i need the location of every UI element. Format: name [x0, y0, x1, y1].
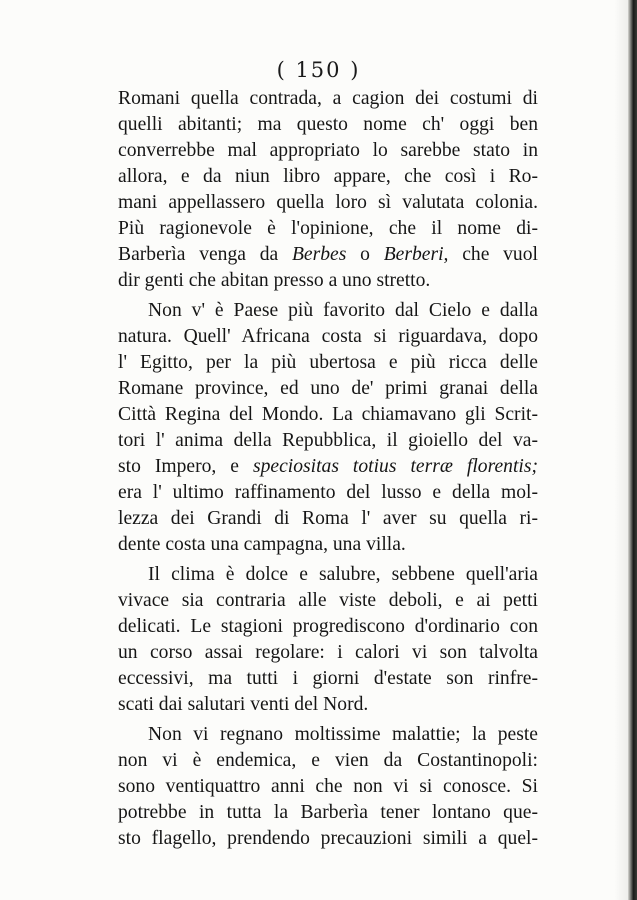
text-segment: o	[360, 244, 370, 265]
text-line: vivace sia contraria alle viste deboli, e ai petti	[118, 590, 538, 611]
paragraph-2	[118, 298, 538, 558]
text-line: l' Egitto, per la più ubertosa e più ricca delle	[118, 352, 538, 373]
text-line: eccessivi, ma tutti i giorni d'estate son rinfre-	[118, 668, 538, 689]
text-line: scati dai salutari venti del Nord.	[118, 694, 369, 715]
text-line: Non vi regnano moltissime malattie; la peste	[148, 724, 538, 745]
text-line: natura. Quell' Africana costa si riguardava, dopo	[118, 326, 538, 347]
text-line: delicati. Le stagioni progrediscono d'ordinario con	[118, 616, 538, 637]
text-line: Più ragionevole è l'opinione, che il nome di-	[118, 218, 538, 239]
text-line: un corso assai regolare: i calori vi son talvolta	[118, 642, 538, 663]
text-line: sto flagello, prendendo precauzioni simili a quel-	[118, 828, 538, 849]
text-line: Romani quella contrada, a cagion dei costumi di	[118, 88, 538, 109]
text-segment: che vuol	[462, 244, 538, 265]
italic-term: Berbes	[291, 244, 347, 265]
paragraph-4	[118, 722, 538, 852]
text-line-with-italics	[118, 454, 538, 480]
text-line: Non v' è Paese più favorito dal Cielo e dalla	[148, 300, 538, 321]
text-line: Romane province, ed uno de' primi granai della	[118, 378, 538, 399]
text-line: era l' ultimo raffinamento del lusso e della mol-	[118, 482, 538, 503]
text-line: potrebbe in tutta la Barberìa tener lontano que-	[118, 802, 538, 823]
text-line-with-italics	[118, 242, 538, 268]
paragraph-1	[118, 86, 538, 294]
italic-latin-phrase: speciositas totius terræ florentis;	[252, 456, 538, 477]
text-segment: sto Impero, e	[118, 456, 239, 477]
text-line: Città Regina del Mondo. La chiamavano gli Scrit-	[118, 404, 538, 425]
page-number: ( 150 )	[276, 58, 361, 82]
binding-shadow	[614, 0, 628, 900]
body-text	[118, 86, 538, 852]
text-line: dir genti che abitan presso a uno stretto.	[118, 270, 431, 291]
text-line: allora, e da niun libro appare, che così i Ro-	[118, 166, 538, 187]
text-line: converrebbe mal appropriato lo sarebbe stato in	[118, 140, 538, 161]
text-line: sono ventiquattro anni che non vi si conosce. Si	[118, 776, 538, 797]
page-binding-edge	[628, 0, 637, 900]
text-line: Il clima è dolce e salubre, sebbene quell'aria	[148, 564, 538, 585]
text-line: mani appellassero quella loro sì valutata colonia.	[118, 192, 538, 213]
text-line: quelli abitanti; ma questo nome ch' oggi ben	[118, 114, 538, 135]
text-line: dente costa una campagna, una villa.	[118, 534, 406, 555]
text-line: non vi è endemica, e vien da Costantinopoli:	[118, 750, 538, 771]
paragraph-3	[118, 562, 538, 718]
italic-term: Berberi,	[383, 244, 449, 265]
text-line: tori l' anima della Repubblica, il gioiello del va-	[118, 430, 538, 451]
text-segment: Barberìa venga da	[118, 244, 279, 265]
text-line: lezza dei Grandi di Roma l' aver su quella ri-	[118, 508, 538, 529]
